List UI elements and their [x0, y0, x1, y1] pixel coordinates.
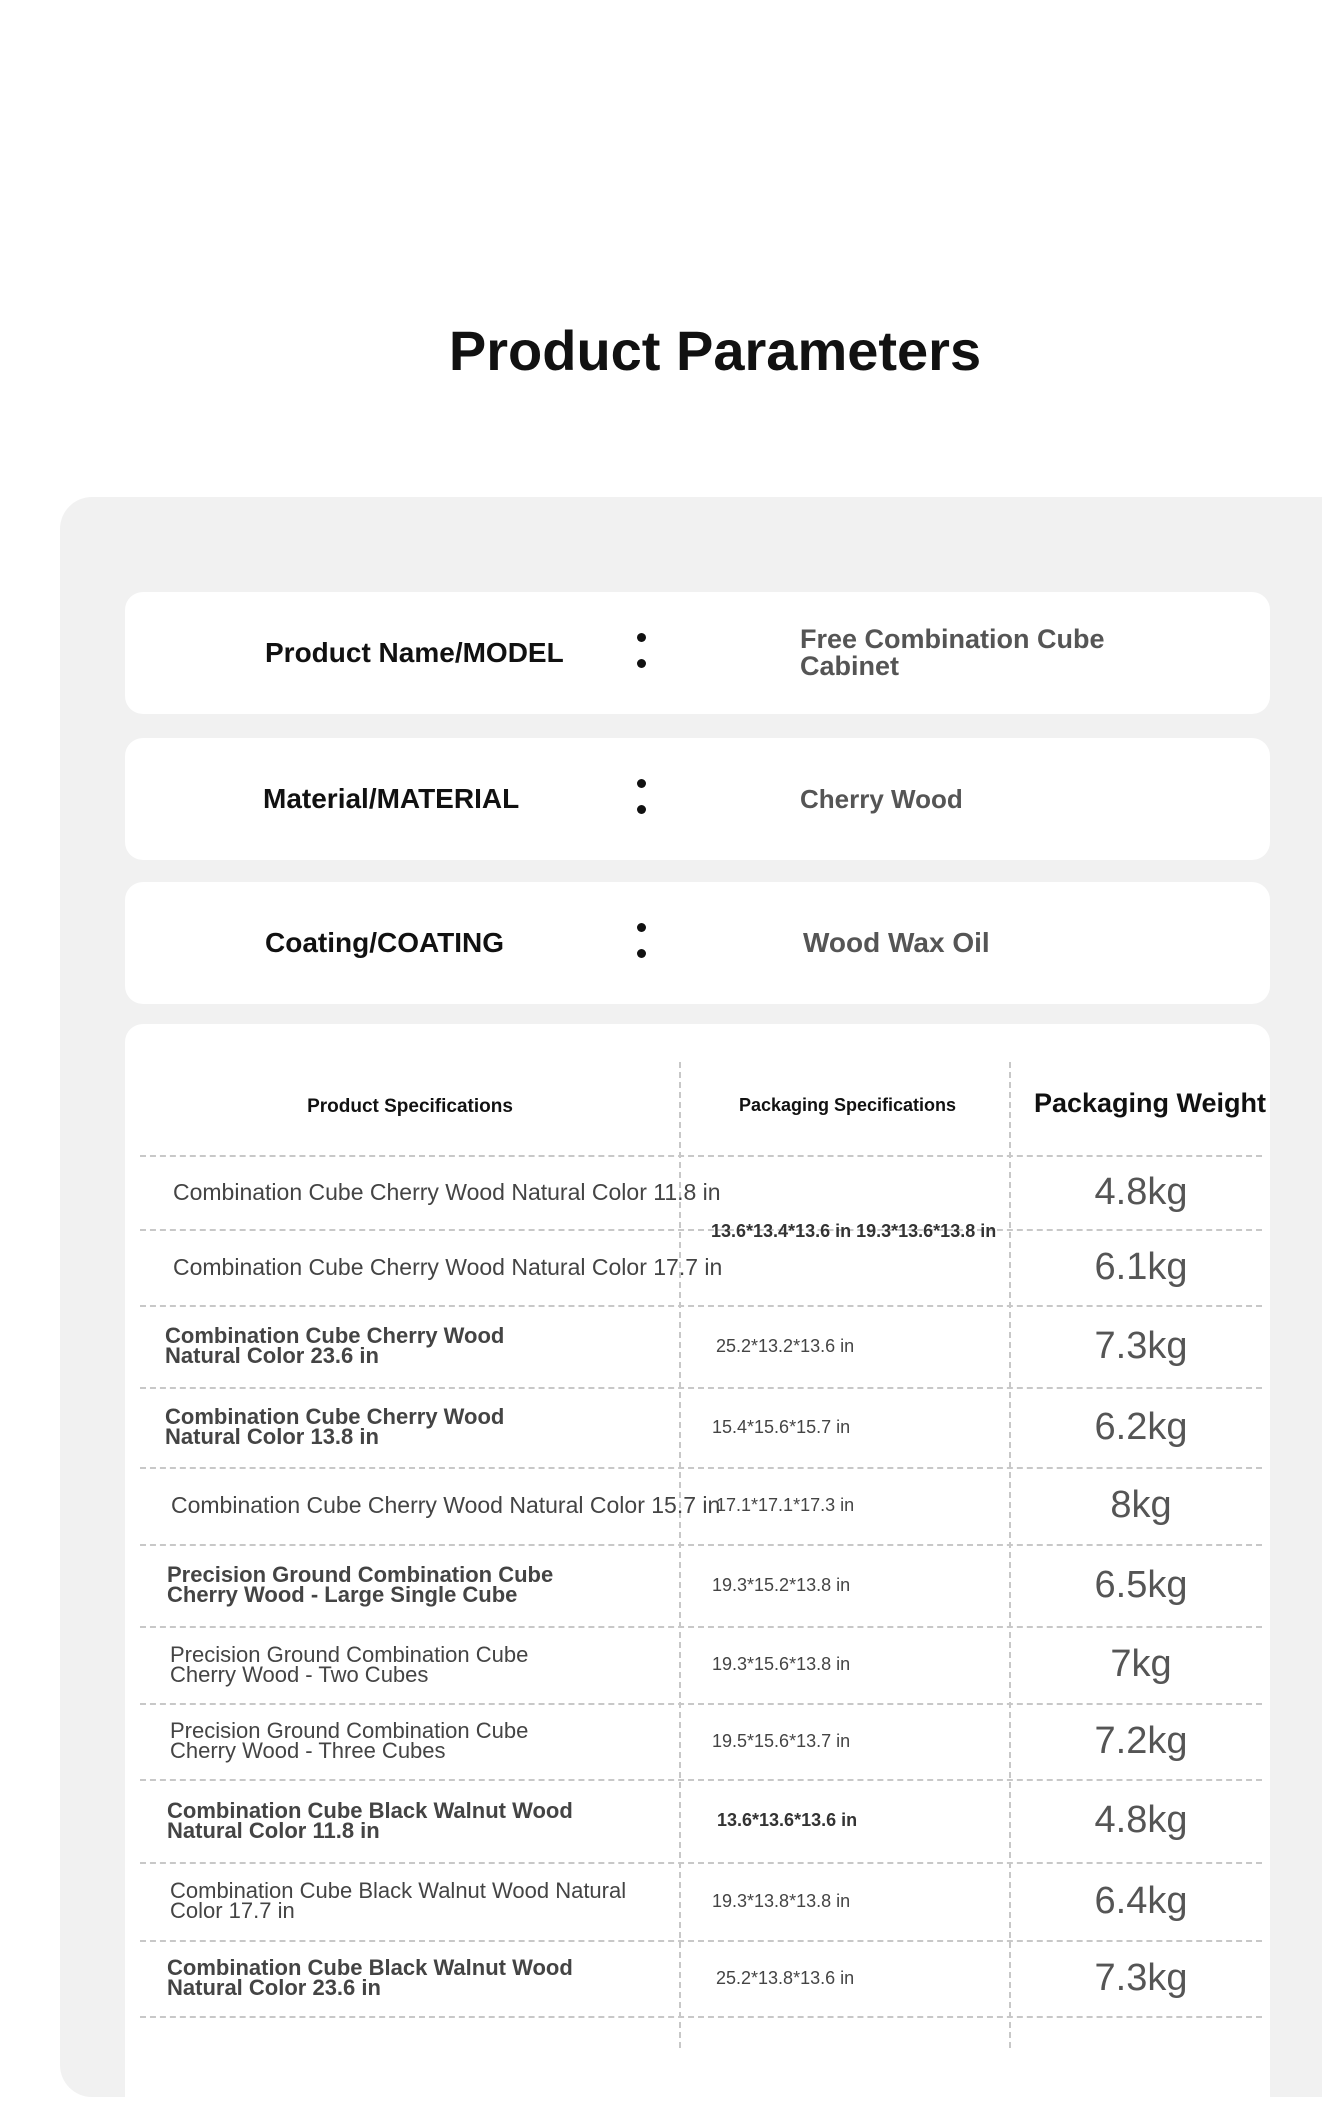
product-spec-cell: Combination Cube Cherry Wood Natural Color 17.7 in: [173, 1253, 723, 1280]
packaging-spec-cell-merged: 13.6*13.4*13.6 in 19.3*13.6*13.8 in: [711, 1220, 997, 1241]
weight-cell: 8kg: [1110, 1484, 1172, 1526]
param-value-model: Free Combination Cube Cabinet: [800, 624, 1105, 681]
colon-icon: [637, 631, 647, 675]
product-spec-cell: Combination Cube Cherry Wood Natural Color 15.7 in: [171, 1492, 721, 1518]
header-packaging-weight: Packaging Weight: [1033, 1087, 1267, 1118]
header-product-specs: Product Specifications: [307, 1096, 513, 1117]
weight-cell: 7.3kg: [1094, 1956, 1188, 1999]
product-spec-cell: Combination Cube Black Walnut Wood Natural Color 23.6 in: [167, 1955, 573, 2000]
product-spec-cell: Combination Cube Black Walnut Wood Natural Color 11.8 in: [167, 1797, 573, 1843]
param-value-material: Cherry Wood: [800, 784, 963, 814]
product-spec-cell: Combination Cube Cherry Wood Natural Color 23.6 in: [165, 1323, 505, 1368]
param-label-material: Material/MATERIAL: [263, 783, 520, 814]
header-packaging-specs: Packaging Specifications: [738, 1094, 957, 1115]
packaging-spec-cell: 15.4*15.6*15.7 in: [712, 1416, 851, 1437]
param-card-model: [125, 592, 1270, 714]
param-card-coating: [125, 882, 1270, 1004]
weight-cell: 7.3kg: [1094, 1324, 1188, 1367]
packaging-spec-cell: 13.6*13.6*13.6 in: [717, 1810, 858, 1830]
weight-cell: 6.5kg: [1094, 1563, 1188, 1606]
param-value-coating: Wood Wax Oil: [803, 927, 990, 958]
param-card-material: [125, 738, 1270, 860]
weight-cell: 7kg: [1110, 1643, 1172, 1685]
packaging-spec-cell: 25.2*13.8*13.6 in: [716, 1967, 855, 1988]
packaging-spec-cell: 19.3*15.6*13.8 in: [712, 1654, 851, 1674]
packaging-spec-cell: 25.2*13.2*13.6 in: [716, 1335, 855, 1356]
colon-icon: [637, 921, 647, 965]
product-spec-cell: Precision Ground Combination Cube Cherry Wood - Two Cubes: [170, 1641, 529, 1687]
weight-cell: 6.1kg: [1094, 1245, 1188, 1288]
product-spec-cell: Combination Cube Black Walnut Wood Natural Color 17.7 in: [170, 1878, 627, 1923]
weight-cell: 7.2kg: [1094, 1719, 1188, 1762]
param-label-model: Product Name/MODEL: [265, 637, 564, 668]
packaging-spec-cell: 19.3*13.8*13.8 in: [712, 1890, 851, 1911]
colon-icon: [637, 777, 647, 821]
page-title: Product Parameters: [448, 319, 982, 382]
weight-cell: 4.8kg: [1094, 1170, 1188, 1213]
product-spec-cell: Combination Cube Cherry Wood Natural Color 13.8 in: [165, 1404, 505, 1449]
param-label-coating: Coating/COATING: [265, 927, 505, 958]
packaging-spec-cell: 19.3*15.2*13.8 in: [712, 1574, 851, 1595]
weight-cell: 6.4kg: [1094, 1879, 1188, 1922]
product-spec-cell: Precision Ground Combination Cube Cherry Wood - Three Cubes: [170, 1718, 529, 1763]
product-spec-cell: Combination Cube Cherry Wood Natural Color 11.8 in: [173, 1178, 721, 1205]
packaging-spec-cell: 19.5*15.6*13.7 in: [712, 1730, 851, 1751]
packaging-spec-cell: 17.1*17.1*17.3 in: [716, 1495, 855, 1515]
weight-cell: 6.2kg: [1094, 1405, 1188, 1448]
product-spec-cell: Precision Ground Combination Cube Cherry Wood - Large Single Cube: [167, 1562, 554, 1607]
row-divider: [140, 2016, 1262, 2018]
weight-cell: 4.8kg: [1094, 1799, 1188, 1841]
